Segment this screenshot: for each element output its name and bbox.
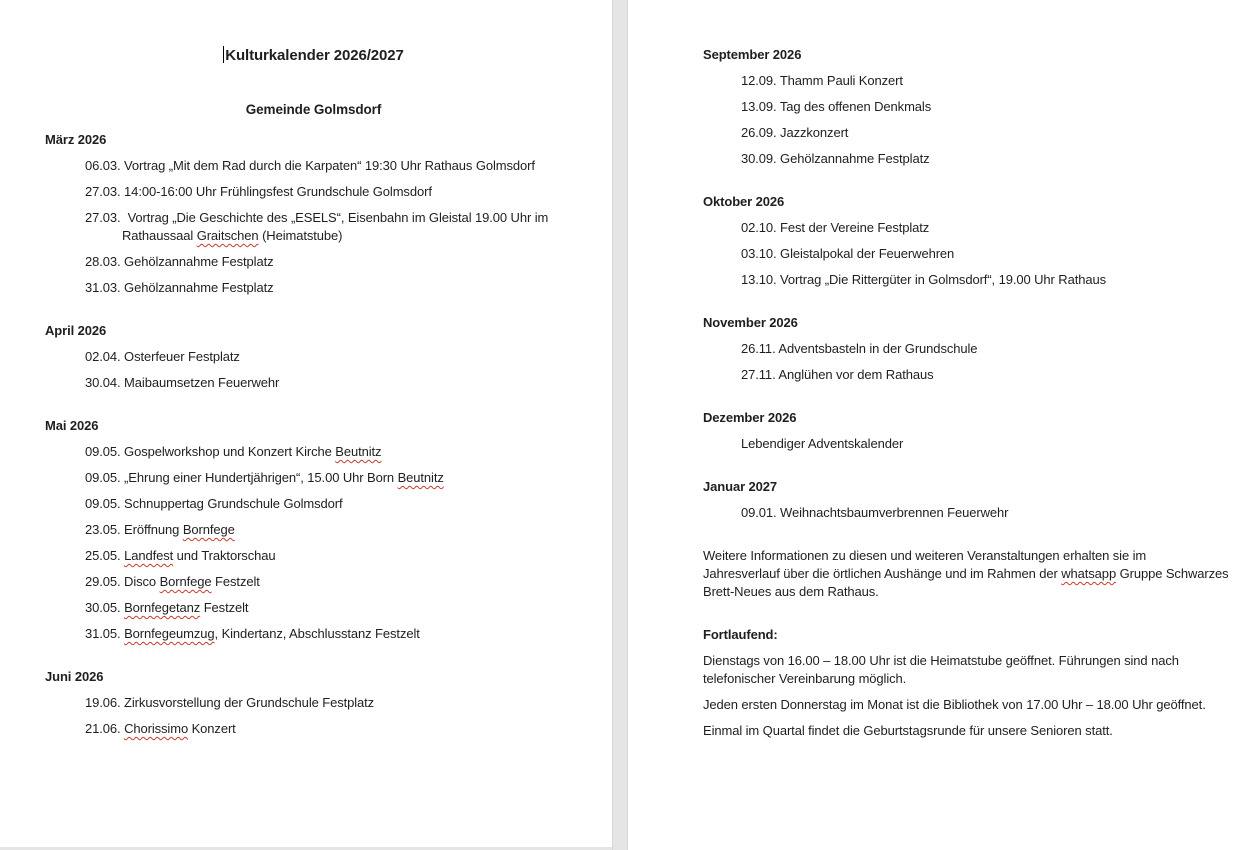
document-title-line[interactable] (45, 46, 582, 66)
month-section (703, 46, 1217, 168)
paragraph-block (703, 547, 1229, 601)
month-heading[interactable]: Juni 2026 (45, 669, 104, 684)
text-line[interactable] (85, 183, 582, 201)
text-run[interactable]: telefonischer Vereinbarung möglich. (703, 671, 907, 686)
event-entry[interactable] (45, 521, 582, 539)
text-line[interactable] (85, 227, 582, 245)
text-run[interactable]: Dienstags von 16.00 – 18.00 Uhr ist die Heimatstube geöffnet. Führungen sind nach (703, 653, 1179, 668)
page-1-blocks (45, 131, 582, 738)
text-line[interactable] (741, 245, 1217, 263)
text-run[interactable]: 30.04. Maibaumsetzen Feuerwehr (85, 375, 280, 390)
text-run[interactable]: 28.03. Gehölzannahme Festplatz (85, 254, 274, 269)
text-run[interactable]: Rathaussaal (122, 228, 197, 243)
text-line[interactable] (85, 348, 582, 366)
text-run[interactable]: 31.05. (85, 626, 125, 641)
text-line[interactable] (741, 98, 1217, 116)
text-run[interactable]: Weitere Informationen zu diesen und weiteren Veranstaltungen erhalten sie im (703, 548, 1147, 563)
event-entry[interactable] (45, 599, 582, 617)
misspelled-word[interactable]: Bornfege (159, 574, 212, 589)
text-line[interactable] (85, 253, 582, 271)
paragraph-heading[interactable]: Fortlaufend: (703, 627, 778, 642)
event-entry[interactable] (45, 209, 582, 245)
text-line[interactable] (85, 521, 582, 539)
text-run[interactable]: 09.05. Schnuppertag Grundschule Golmsdorf (85, 496, 343, 511)
event-entry[interactable] (703, 98, 1217, 116)
text-run[interactable]: 27.03. Vortrag „Die Geschichte des „ESELS“, Eisenbahn im Gleistal 19.00 Uhr im (85, 210, 549, 225)
text-run[interactable]: 23.05. Eröffnung (85, 522, 183, 537)
text-line[interactable] (85, 443, 582, 461)
event-entry[interactable] (703, 435, 1217, 453)
text-run[interactable]: 09.01. Weihnachtsbaumverbrennen Feuerwehr (741, 505, 1009, 520)
text-line[interactable] (703, 547, 1217, 565)
text-line[interactable] (85, 279, 582, 297)
event-entry[interactable] (45, 279, 582, 297)
text-run[interactable]: Konzert (188, 721, 236, 736)
text-run[interactable]: 02.10. Fest der Vereine Festplatz (741, 220, 930, 235)
event-entry[interactable] (703, 504, 1217, 522)
text-run[interactable]: 27.11. Anglühen vor dem Rathaus (741, 367, 934, 382)
text-run[interactable]: Festzelt (211, 574, 260, 589)
event-entry[interactable] (45, 183, 582, 201)
text-run[interactable]: 30.05. (85, 600, 125, 615)
month-section (45, 417, 582, 643)
text-run[interactable]: 30.09. Gehölzannahme Festplatz (741, 151, 930, 166)
text-line[interactable] (741, 124, 1217, 142)
misspelled-word[interactable]: Chorissimo (124, 721, 189, 736)
text-run[interactable]: und Traktorschau (173, 548, 276, 563)
text-run[interactable]: 06.03. Vortrag „Mit dem Rad durch die Karpaten“ 19:30 Uhr Rathaus Golmsdorf (85, 158, 535, 173)
text-run[interactable]: Lebendiger Adventskalender (741, 436, 904, 451)
misspelled-word[interactable]: Bornfegetanz (124, 600, 201, 615)
text-line[interactable] (741, 271, 1217, 289)
text-line[interactable] (85, 209, 582, 227)
text-line[interactable] (703, 652, 1217, 670)
paragraph-heading-block (703, 626, 1217, 644)
misspelled-word[interactable]: Landfest (124, 548, 174, 563)
paragraph-block (703, 722, 1217, 740)
text-run[interactable]: 03.10. Gleistalpokal der Feuerwehren (741, 246, 955, 261)
text-run[interactable]: 26.11. Adventsbasteln in der Grundschule (741, 341, 978, 356)
month-heading[interactable]: Januar 2027 (703, 479, 778, 494)
event-entry[interactable] (45, 348, 582, 366)
text-run[interactable]: 12.09. Thamm Pauli Konzert (741, 73, 903, 88)
event-entry[interactable] (45, 157, 582, 175)
text-run[interactable]: 13.09. Tag des offenen Denkmals (741, 99, 932, 114)
document-page-1[interactable] (0, 0, 612, 850)
month-section (45, 131, 582, 297)
event-entry[interactable] (45, 495, 582, 513)
event-entry[interactable] (703, 340, 1217, 358)
text-line[interactable] (85, 599, 582, 617)
text-run[interactable]: 27.03. 14:00-16:00 Uhr Frühlingsfest Grundschule Golmsdorf (85, 184, 432, 199)
month-section (703, 478, 1217, 522)
text-run[interactable]: 09.05. „Ehrung einer Hundertjährigen“, 15.00 Uhr Born (85, 470, 398, 485)
event-entry[interactable] (703, 366, 1217, 384)
text-line[interactable] (703, 670, 1217, 688)
paragraph-block (703, 652, 1217, 688)
event-entry[interactable] (45, 694, 582, 712)
text-line[interactable] (85, 495, 582, 513)
body-paragraph[interactable] (703, 547, 1229, 601)
text-line[interactable] (703, 722, 1217, 740)
month-heading[interactable]: April 2026 (45, 323, 107, 338)
body-paragraph[interactable] (703, 722, 1217, 740)
event-entry[interactable] (45, 443, 582, 461)
misspelled-word[interactable]: Bornfegeumzug (124, 626, 215, 641)
text-run[interactable]: Festzelt (200, 600, 249, 615)
text-line[interactable] (85, 694, 582, 712)
text-run[interactable]: Jahresverlauf über die örtlichen Aushänge und im Rahmen der (703, 566, 1062, 581)
text-line[interactable] (741, 72, 1217, 90)
event-entry[interactable] (703, 124, 1217, 142)
body-paragraph[interactable] (703, 696, 1217, 714)
document-page-2[interactable] (628, 0, 1247, 850)
event-entry[interactable] (45, 573, 582, 591)
text-line[interactable] (741, 435, 1217, 453)
month-heading[interactable]: November 2026 (703, 315, 798, 330)
text-line[interactable] (85, 374, 582, 392)
text-run[interactable]: Jeden ersten Donnerstag im Monat ist die Bibliothek von 17.00 Uhr – 18.00 Uhr geöffnet. (703, 697, 1206, 712)
misspelled-word[interactable]: whatsapp (1061, 566, 1117, 581)
month-heading[interactable]: Oktober 2026 (703, 194, 785, 209)
text-run[interactable]: 29.05. Disco (85, 574, 160, 589)
event-entry[interactable] (703, 245, 1217, 263)
text-run[interactable]: Brett-Neues aus dem Rathaus. (703, 584, 879, 599)
event-entry[interactable] (45, 720, 582, 738)
event-entry[interactable] (45, 253, 582, 271)
month-section (45, 668, 582, 738)
month-heading[interactable]: Dezember 2026 (703, 410, 797, 425)
text-run[interactable]: 09.05. Gospelworkshop und Konzert Kirche (85, 444, 336, 459)
month-section (45, 322, 582, 392)
month-section (703, 314, 1217, 384)
text-run[interactable]: Einmal im Quartal findet die Geburtstagsrunde für unsere Senioren statt. (703, 723, 1113, 738)
text-line[interactable] (85, 573, 582, 591)
month-heading[interactable]: März 2026 (45, 132, 107, 147)
month-heading[interactable]: September 2026 (703, 47, 802, 62)
event-entry[interactable] (703, 150, 1217, 168)
text-line[interactable] (703, 696, 1217, 714)
event-entry[interactable] (703, 219, 1217, 237)
event-entry[interactable] (45, 469, 582, 487)
month-section (703, 409, 1217, 453)
text-run[interactable]: (Heimatstube) (258, 228, 343, 243)
paragraph-block (703, 696, 1217, 714)
body-paragraph[interactable] (703, 652, 1217, 688)
event-entry[interactable] (703, 271, 1217, 289)
month-heading[interactable]: Mai 2026 (45, 418, 99, 433)
event-entry[interactable] (45, 625, 582, 643)
text-line[interactable] (85, 720, 582, 738)
text-line[interactable] (741, 366, 1217, 384)
text-line[interactable] (741, 150, 1217, 168)
text-line[interactable] (85, 547, 582, 565)
text-line[interactable] (85, 625, 582, 643)
text-line[interactable] (703, 565, 1229, 583)
text-run[interactable]: Gruppe Schwarzes (1116, 566, 1229, 581)
text-run[interactable]: 26.09. Jazzkonzert (741, 125, 849, 140)
text-line[interactable] (741, 340, 1217, 358)
document-subtitle[interactable]: Gemeinde Golmsdorf (245, 102, 382, 117)
text-line[interactable] (85, 157, 582, 175)
text-run[interactable]: 02.04. Osterfeuer Festplatz (85, 349, 240, 364)
page-gap-divider (612, 0, 628, 850)
document-title[interactable]: Kulturkalender 2026/2027 (225, 47, 404, 64)
misspelled-word[interactable]: Beutnitz (335, 444, 382, 459)
text-run[interactable]: 19.06. Zirkusvorstellung der Grundschule Festplatz (85, 695, 375, 710)
text-run[interactable]: , Kindertanz, Abschlusstanz Festzelt (214, 626, 420, 641)
month-section (703, 193, 1217, 289)
text-run[interactable]: 21.06. (85, 721, 125, 736)
text-line[interactable] (741, 504, 1217, 522)
misspelled-word[interactable]: Bornfege (182, 522, 235, 537)
event-entry[interactable] (703, 72, 1217, 90)
text-run[interactable]: 25.05. (85, 548, 125, 563)
misspelled-word[interactable]: Graitschen (196, 228, 259, 243)
text-line[interactable] (85, 469, 582, 487)
text-run[interactable]: 31.03. Gehölzannahme Festplatz (85, 280, 274, 295)
text-line[interactable] (741, 219, 1217, 237)
misspelled-word[interactable]: Beutnitz (397, 470, 444, 485)
text-run[interactable]: 13.10. Vortrag „Die Rittergüter in Golmsdorf“, 19.00 Uhr Rathaus (741, 272, 1106, 287)
page-2-blocks (703, 46, 1229, 740)
event-entry[interactable] (45, 374, 582, 392)
event-entry[interactable] (45, 547, 582, 565)
text-line[interactable] (703, 583, 1217, 601)
